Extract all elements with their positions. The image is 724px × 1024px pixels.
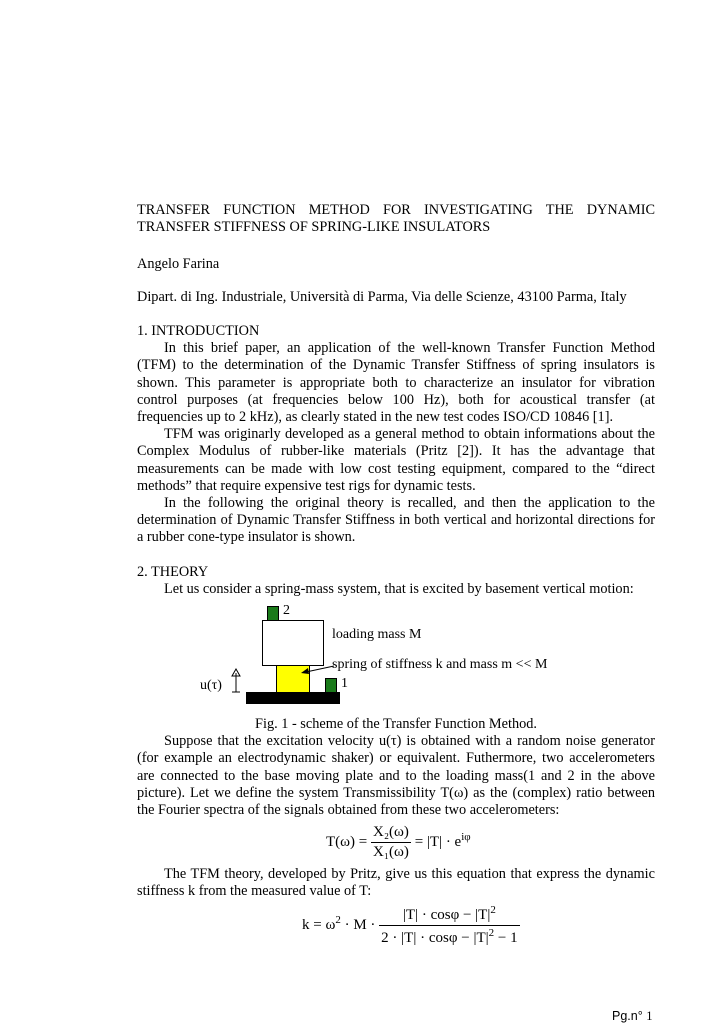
fig-caption-wrap	[137, 716, 655, 819]
paragraph: In this brief paper, an application of the well-known Transfer Function Method (TFM) to the determination of the Dynamic Transfer Stiffness of spring insulators is shown. This parameter is appropriate both to characterize an insulator for vibration control purposes (at frequencies below 100 Hz), both for acoustical transfer (at frequencies up to 2 kHz), as clearly stated in the new test codes ISO/CD 10846 [1].	[137, 340, 655, 426]
eq2-denominator-exponent: 2	[488, 927, 495, 939]
page-number: 1	[646, 1009, 653, 1023]
page-footer	[612, 1009, 652, 1024]
label-1: 1	[341, 676, 348, 691]
eq2-numerator-text: |T| · cosφ − |T|	[402, 907, 491, 923]
eq2-lhs: k = ω	[302, 916, 336, 933]
accelerometer-1	[325, 678, 337, 693]
spring-arrow	[300, 660, 336, 676]
paragraph: Let us consider a spring-mass system, that is excited by basement vertical motion:	[164, 581, 634, 598]
paper-title: TRANSFER FUNCTION METHOD FOR INVESTIGATING THE DYNAMIC TRANSFER STIFFNESS OF SPRING-LIKE INSULATORS	[137, 202, 655, 236]
eq2-numerator-exponent: 2	[490, 904, 496, 916]
equation-transmissibility	[326, 824, 471, 861]
eq2-lhs-exponent: 2	[335, 913, 341, 926]
eq2-denominator	[379, 926, 519, 947]
eq1-numerator: X₂(ω)	[371, 824, 411, 843]
eq1-lhs: T(ω) =	[326, 833, 368, 850]
eq1-denominator: X₁(ω)	[373, 844, 409, 860]
section-heading: 2. THEORY	[137, 564, 209, 580]
section-theory	[137, 564, 655, 598]
equation-stiffness	[302, 904, 520, 947]
paragraph: The TFM theory, developed by Pritz, give us this equation that express the dynamic stiffness k from the measured value of T:	[137, 866, 655, 900]
paragraph: Suppose that the excitation velocity u(τ) is obtained with a random noise generator (for example an electrodynamic shaker) or equivalent. Futhermore, two accelerometers are connected to the base moving plate and to the loading mass(1 and 2 in the above picture). Let we define the system Transmissibility T(ω) as the (complex) ratio between the Fourier spectra of the signals obtained from these two accelerometers:	[137, 733, 655, 819]
eq2-lhs-tail: · M ·	[340, 916, 376, 933]
eq2-denominator-text: 2 · |T| · cosφ − |T|	[381, 930, 489, 946]
section-introduction	[137, 323, 655, 547]
figure-caption: Fig. 1 - scheme of the Transfer Function Method.	[255, 716, 537, 732]
paragraph: In the following the original theory is recalled, and then the application to the determination of Dynamic Transfer Stiffness in both vertical and horizontal directions for a rubber cone-type insulator is shown.	[137, 495, 655, 546]
label-u: u(τ)	[200, 678, 222, 693]
affiliation: Dipart. di Ing. Industriale, Università di Parma, Via delle Scienze, 43100 Parma, Italy	[137, 289, 627, 305]
eq1-exponent: iφ	[461, 830, 471, 843]
eq2-fraction	[379, 904, 519, 947]
label-2: 2	[283, 603, 290, 618]
base-plate	[246, 692, 340, 704]
eq1-rhs: = |T| · e	[414, 833, 462, 850]
author: Angelo Farina	[137, 256, 220, 272]
label-spring: spring of stiffness k and mass m << M	[332, 657, 548, 672]
eq2-denominator-tail: − 1	[494, 930, 518, 946]
eq2-numerator	[379, 904, 519, 926]
eq1-fraction	[371, 824, 411, 861]
paragraph: TFM was originarly developed as a general method to obtain informations about the Complex Modulus of rubber-like materials (Pritz [2]). It has the advantage that measurements can be made with low cost testing equipment, compared to the “direct methods” that require expensive test rigs for dynamic tests.	[137, 426, 655, 494]
section-heading: 1. INTRODUCTION	[137, 323, 260, 339]
motion-arrow	[229, 668, 243, 694]
label-mass: loading mass M	[332, 627, 422, 642]
page-label: Pg.n°	[612, 1009, 643, 1023]
